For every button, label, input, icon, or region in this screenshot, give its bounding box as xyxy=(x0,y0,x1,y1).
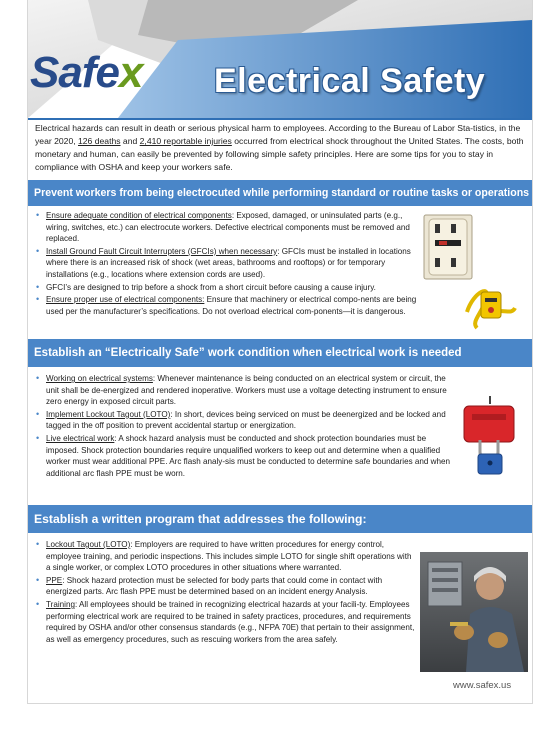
electrical-worker-photo xyxy=(420,552,528,672)
list-item: • Implement Lockout Tagout (LOTO): In short, devices being serviced on must be deenergized and be locked and tagged in the off position to prevent accidental startup or energization. xyxy=(34,409,458,432)
list-item: • Working on electrical systems: Whenever maintenance is being conducted on an electrical system or circuit, the unit shall be de-energized and rendered inoperative. Workers must use a voltage detecting instrument to ensure zero energy in exposed circuit parts. xyxy=(34,373,458,408)
deaths-stat: 126 deaths xyxy=(78,136,121,146)
list-item: • Install Ground Fault Circuit Interrupters (GFCIs) when necessary: GFCIs must be installed in locations where there is an increased risk of shock (wet areas, bathrooms and rooftops) or for temporary installations (e.g., locations where extension cords are used). xyxy=(34,246,420,281)
header-banner xyxy=(28,0,532,120)
section-list-electrically-safe xyxy=(34,373,458,480)
list-item: • Lockout Tagout (LOTO): Employers are required to have written procedures for energy control, employee training, and periodic inspections. This includes simple LOTO for single shift operations with a single worker, or complex LOTO procedures in other situations where warranted. xyxy=(34,539,416,574)
section-heading-written-program: Establish a written program that addresses the following: xyxy=(28,505,532,533)
section-list-written-program xyxy=(34,539,416,646)
page-title: Electrical Safety xyxy=(214,62,486,100)
gfci-cord-image xyxy=(463,272,519,332)
injuries-stat: 2,410 reportable injuries xyxy=(139,136,232,146)
list-item: • Training: All employees should be trained in recognizing electrical hazards at your facili-ty. Employees performing electrical work are required to be trained in safety practices, procedures, and requirements required by OSHA and/or other consensus standards (e.g., NFPA 70E) that pertain to their assignment, as well as emergency procedures, such as rescuing workers from the area safely. xyxy=(34,599,416,645)
safex-logo: Safex xyxy=(30,48,143,97)
section-heading-prevent-electrocution: Prevent workers from being electrocuted while performing standard or routine tasks or operations xyxy=(28,180,532,206)
list-item: • Ensure adequate condition of electrical components: Exposed, damaged, or uninsulated parts (e.g., wiring, switches, etc.) can electrocute workers. Defective electrical components must be removed and replaced. xyxy=(34,210,420,245)
list-item: • GFCI’s are designed to trip before a shock from a short circuit before causing a cause injury. xyxy=(34,282,420,294)
intro-paragraph: Electrical hazards can result in death or serious physical harm to employees. According to the Bureau of Labor Sta-tistics, in the year 2020, 126 deaths and 2,410 reportable injuries occurred from electrical shock throughout the United States. The costs, both monetary and human, can easily be prevented by following simple safety principles. Here are some tips for you to stay in compliance with OSHA and keep your workers safe. xyxy=(35,123,524,172)
list-item: • Live electrical work: A shock hazard analysis must be conducted and shock protection boundaries must be imposed. Shock protection boundaries require unqualified workers to keep out and determine when a qualified worker must wear additional PPE. Arc flash analy-sis must be conducted to determine safe boundaries and when additional arc flash PPE must be worn. xyxy=(34,433,458,479)
section-list-prevent-electrocution xyxy=(34,210,420,318)
list-item: • PPE: Shock hazard protection must be selected for body parts that could come in contact with energized parts. Arc flash PPE must be determined based on an incident energy Analysis. xyxy=(34,575,416,598)
list-item: • Ensure proper use of electrical components: Ensure that machinery or electrical compo-nents are being used per the manufacturer’s specifications. Do not overload electrical com-ponents—it is dangerous. xyxy=(34,294,420,317)
lockout-device-image xyxy=(458,396,522,482)
gfci-outlet-image xyxy=(423,214,473,280)
section-heading-electrically-safe: Establish an “Electrically Safe” work condition when electrical work is needed xyxy=(28,339,532,367)
document-sheet xyxy=(28,0,532,703)
footer-website[interactable]: www.safex.us xyxy=(453,680,512,691)
